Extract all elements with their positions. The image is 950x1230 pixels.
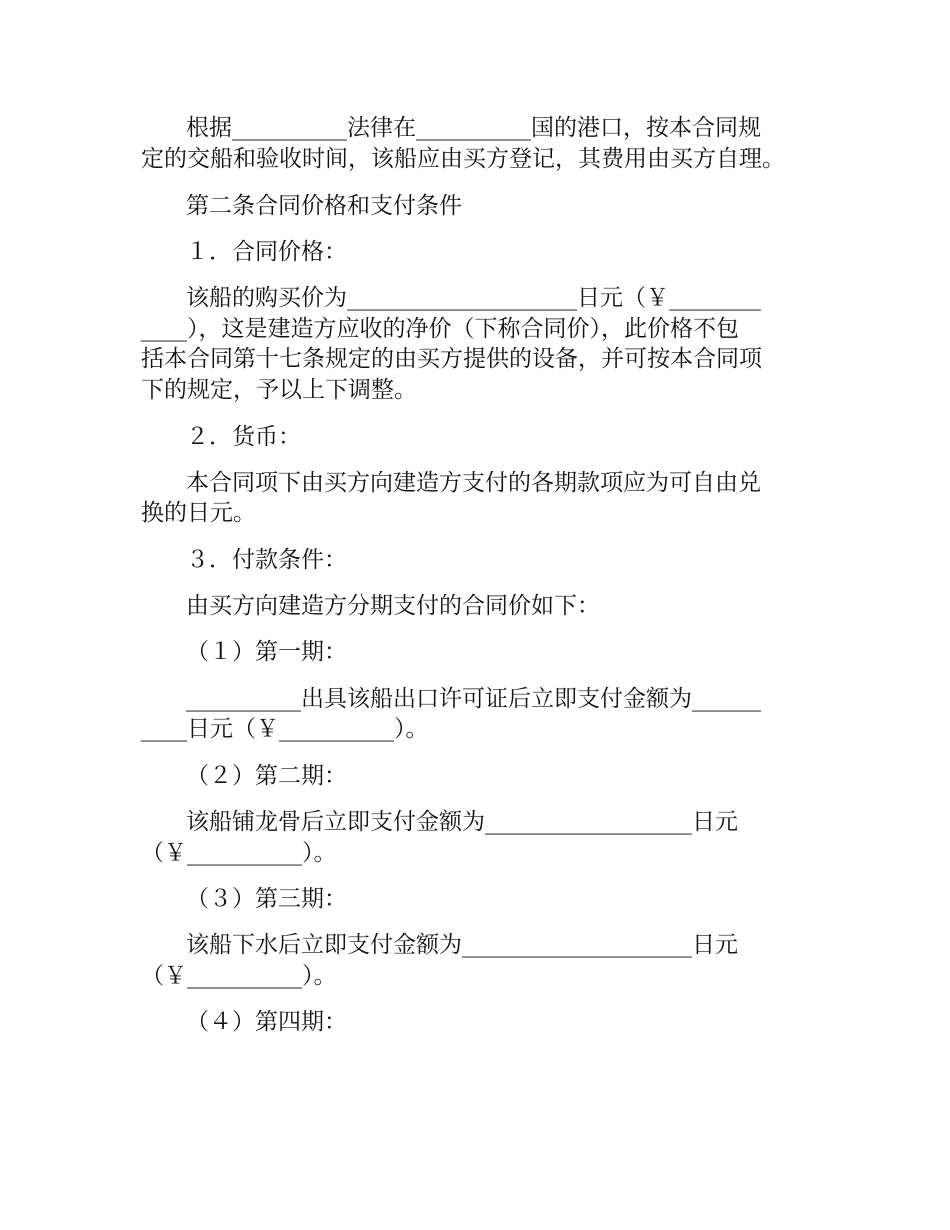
installment-1-line-2: ____日元（￥__________）。 — [141, 716, 429, 742]
paragraph-1-line-1: 根据__________法律在__________国的港口，按本合同规 — [186, 115, 761, 141]
section-3-intro: 由买方向建造方分期支付的合同价如下： — [186, 593, 600, 619]
installment-3-line-2: （￥__________）。 — [141, 963, 337, 989]
section-2-heading: ２．货币： — [186, 424, 301, 450]
installment-4-heading: （４）第四期： — [186, 1009, 347, 1035]
section-2-line-1: 本合同项下由买方向建造方支付的各期款项应为可自由兑 — [186, 470, 761, 496]
section-1-line-4: 下的规定，予以上下调整。 — [141, 377, 417, 403]
installment-3-line-1: 该船下水后立即支付金额为____________________日元 — [186, 932, 738, 958]
installment-1-heading: （１）第一期： — [186, 639, 347, 665]
section-1-line-1: 该船的购买价为____________________日元（￥________ — [186, 285, 761, 311]
installment-3-heading: （３）第三期： — [186, 886, 347, 912]
installment-2-line-1: 该船铺龙骨后立即支付金额为__________________日元 — [186, 809, 738, 835]
installment-2-heading: （２）第二期： — [186, 763, 347, 789]
section-1-heading: １．合同价格： — [186, 239, 347, 265]
article-2-heading: 第二条合同价格和支付条件 — [186, 193, 462, 219]
installment-1-line-1: __________出具该船出口许可证后立即支付金额为______ — [186, 686, 761, 712]
paragraph-1-line-2: 定的交船和验收时间，该船应由买方登记，其费用由买方自理。 — [141, 146, 785, 172]
installment-2-line-2: （￥__________）。 — [141, 840, 337, 866]
section-3-heading: ３．付款条件： — [186, 547, 347, 573]
section-2-line-2: 换的日元。 — [141, 500, 256, 526]
section-1-line-3: 括本合同第十七条规定的由买方提供的设备，并可按本合同项 — [141, 346, 762, 372]
section-1-line-2: ____），这是建造方应收的净价（下称合同价），此价格不包 — [141, 316, 739, 342]
